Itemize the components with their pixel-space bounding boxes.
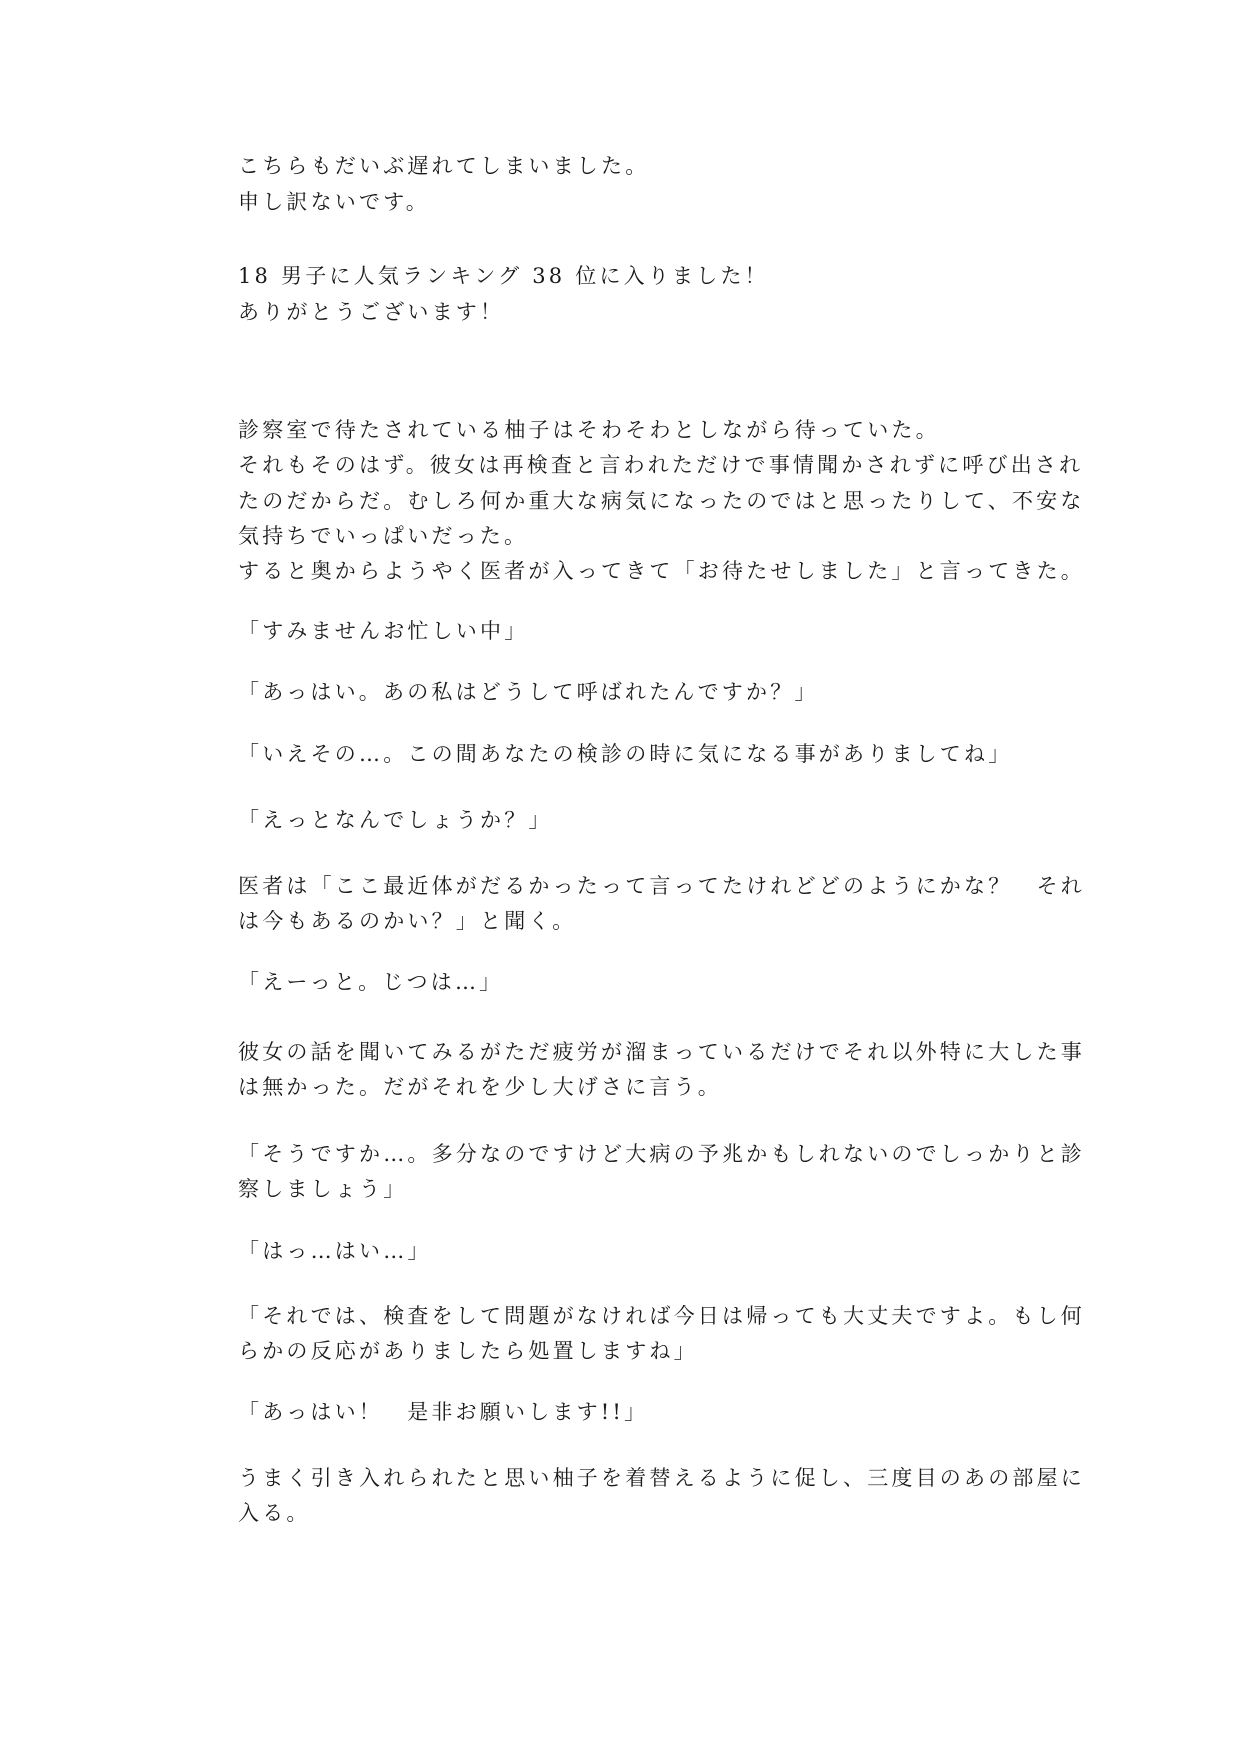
text-line: たのだからだ。むしろ何か重大な病気になったのではと思ったりして、不安な bbox=[238, 489, 1085, 513]
text-line: 診察室で待たされている柚子はそわそわとしながら待っていた。 bbox=[238, 418, 940, 442]
text-line: は無かった。だがそれを少し大げさに言う。 bbox=[238, 1075, 722, 1099]
text-line: 「いえその…。この間あなたの検診の時に気になる事がありましてね」 bbox=[238, 742, 1013, 766]
text-line: は今もあるのかい？」と聞く。 bbox=[238, 909, 577, 933]
text-line: 18 男子に人気ランキング 38 位に入りました！ bbox=[238, 264, 769, 288]
text-line: らかの反応がありましたら処置しますね」 bbox=[238, 1339, 698, 1363]
text-line: 気持ちでいっぱいだった。 bbox=[238, 524, 529, 548]
text-line: 「はっ…はい…」 bbox=[238, 1239, 432, 1263]
text-line: 「そうですか…。多分なのですけど大病の予兆かもしれないのでしっかりと診 bbox=[238, 1142, 1085, 1166]
text-line: こちらもだいぶ遅れてしまいました。 bbox=[238, 154, 650, 178]
text-line: それもそのはず。彼女は再検査と言われただけで事情聞かされずに呼び出され bbox=[238, 453, 1084, 477]
text-line: すると奥からようやく医者が入ってきて「お待たせしました」と言ってきた。 bbox=[238, 559, 1085, 583]
text-line: 医者は「ここ最近体がだるかったって言ってたけれどどのようにかな？ それ bbox=[238, 874, 1085, 898]
text-line: ありがとうございます！ bbox=[238, 300, 505, 324]
text-line: 入る。 bbox=[238, 1501, 311, 1525]
text-line: 「えーっと。じつは…」 bbox=[238, 970, 504, 994]
text-line: 「あっはい！ 是非お願いします!!」 bbox=[238, 1400, 649, 1424]
text-line: 申し訳ないです。 bbox=[238, 190, 430, 214]
text-line: 「あっはい。あの私はどうして呼ばれたんですか？」 bbox=[238, 680, 819, 704]
text-line: 察しましょう」 bbox=[238, 1177, 408, 1201]
text-line: 「それでは、検査をして問題がなければ今日は帰っても大丈夫ですよ。もし何 bbox=[238, 1304, 1085, 1328]
text-line: 彼女の話を聞いてみるがただ疲労が溜まっているだけでそれ以外特に大した事 bbox=[238, 1040, 1085, 1064]
text-line: うまく引き入れられたと思い柚子を着替えるように促し、三度目のあの部屋に bbox=[238, 1466, 1085, 1490]
text-line: 「すみませんお忙しい中」 bbox=[238, 619, 529, 643]
text-line: 「えっとなんでしょうか？」 bbox=[238, 808, 553, 832]
